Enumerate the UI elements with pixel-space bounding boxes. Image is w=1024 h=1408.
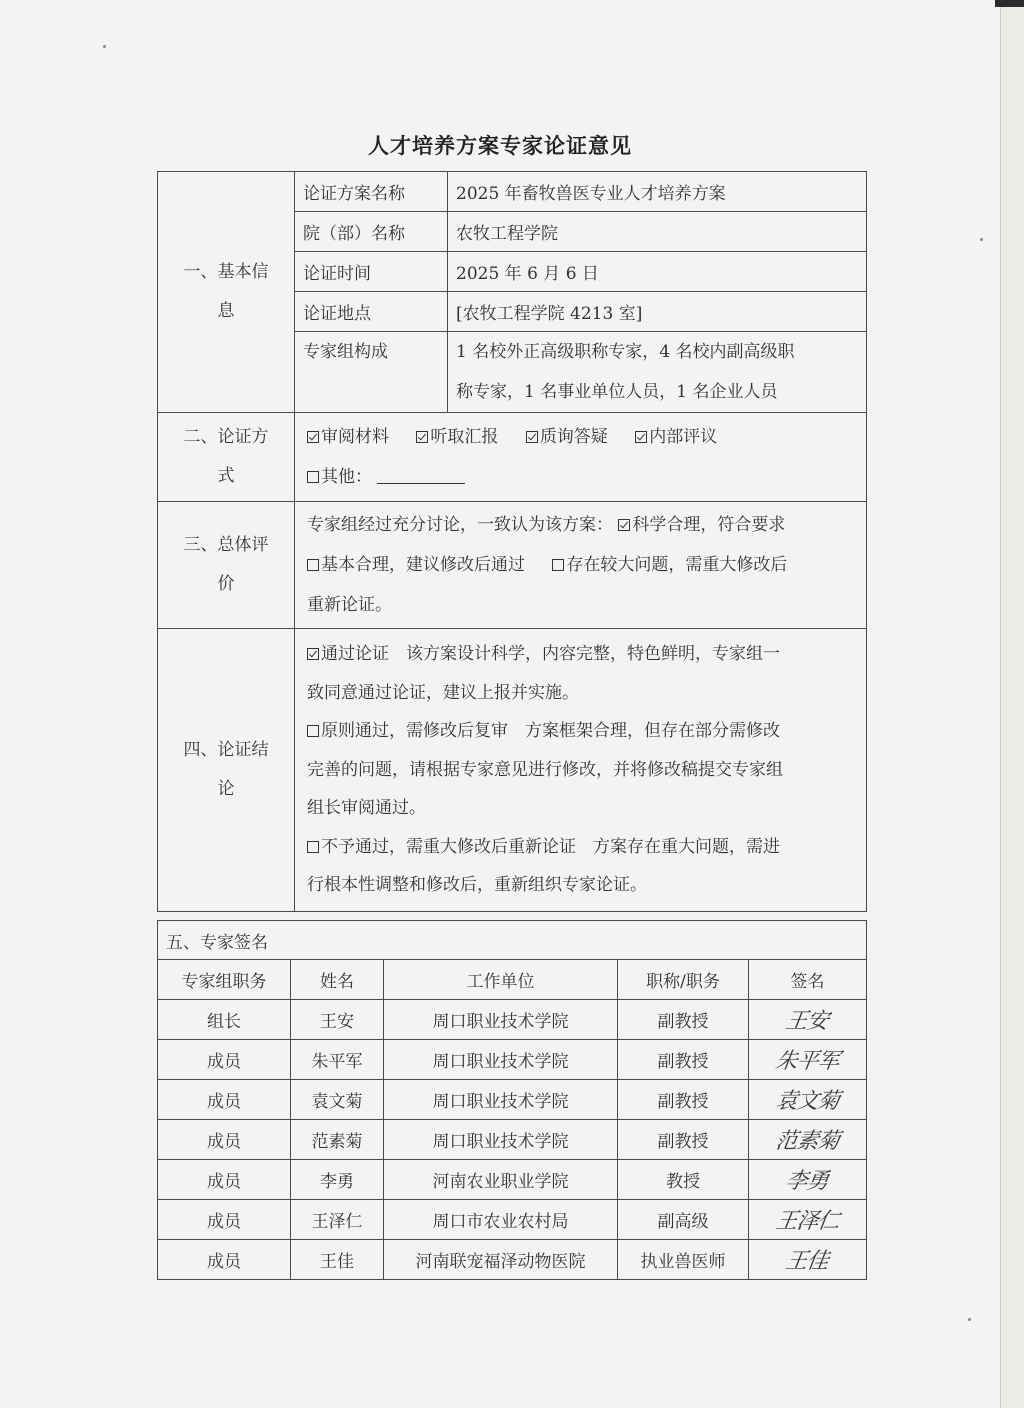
value-department: 农牧工程学院 bbox=[448, 212, 867, 252]
table-row bbox=[158, 1200, 867, 1240]
section-conclusion-heading: 四、论证结 论 bbox=[158, 629, 295, 912]
section-method-heading: 二、论证方 式 bbox=[158, 413, 295, 502]
checkbox-reasonable[interactable]: 科学合理，符合要求 bbox=[618, 515, 785, 535]
checkbox-qa[interactable]: 质询答疑 bbox=[526, 427, 608, 447]
table-row bbox=[158, 1040, 867, 1080]
checkbox-empty-icon bbox=[552, 559, 564, 571]
cell-unit: 周口职业技术学院 bbox=[384, 1000, 618, 1040]
checkbox-internal-review[interactable]: 内部评议 bbox=[635, 427, 717, 447]
checkbox-hear-report[interactable]: 听取汇报 bbox=[416, 427, 498, 447]
cell-unit: 河南联宠福泽动物医院 bbox=[384, 1240, 618, 1280]
table-row bbox=[158, 1120, 867, 1160]
col-header-title: 职称/职务 bbox=[618, 960, 749, 1000]
scanner-edge-corner bbox=[995, 0, 1024, 7]
cell-name: 李勇 bbox=[291, 1160, 384, 1200]
cell-title: 教授 bbox=[618, 1160, 749, 1200]
checkbox-checked-icon bbox=[416, 431, 428, 443]
value-plan-name: 2025 年畜牧兽医专业人才培养方案 bbox=[448, 172, 867, 212]
cell-name: 范素菊 bbox=[291, 1120, 384, 1160]
label-department: 院（部）名称 bbox=[295, 212, 448, 252]
option-conditional-pass[interactable]: 原则通过，需修改后复审 方案框架合理，但存在部分需修改 完善的问题，请根据专家意见进行修改，并将修改稿提交专家组 组长审阅通过。 bbox=[307, 721, 783, 819]
overall-evaluation bbox=[295, 502, 867, 629]
expert-signature-table bbox=[157, 920, 867, 1280]
cell-role: 成员 bbox=[158, 1120, 291, 1160]
cell-signature bbox=[749, 1040, 867, 1080]
cell-role: 成员 bbox=[158, 1080, 291, 1120]
cell-title: 副高级 bbox=[618, 1200, 749, 1240]
signature-header-row bbox=[158, 960, 867, 1000]
checkbox-empty-icon bbox=[307, 725, 319, 737]
col-header-role: 专家组职务 bbox=[158, 960, 291, 1000]
checkbox-checked-icon bbox=[635, 431, 647, 443]
checkbox-checked-icon bbox=[526, 431, 538, 443]
checkbox-checked-icon bbox=[307, 431, 319, 443]
handwritten-signature: 王安 bbox=[784, 1009, 830, 1034]
evaluation-tail: 重新论证。 bbox=[307, 595, 392, 615]
cell-unit: 河南农业职业学院 bbox=[384, 1160, 618, 1200]
checkbox-empty-icon bbox=[307, 559, 319, 571]
table-row bbox=[158, 1080, 867, 1120]
cell-title: 副教授 bbox=[618, 1000, 749, 1040]
cell-title: 副教授 bbox=[618, 1040, 749, 1080]
value-panel-composition: 1 名校外正高级职称专家，4 名校内副高级职 称专家，1 名事业单位人员，1 名企业人员 bbox=[448, 332, 867, 413]
label-date: 论证时间 bbox=[295, 252, 448, 292]
option-fail[interactable]: 不予通过，需重大修改后重新论证 方案存在重大问题，需进 行根本性调整和修改后，重新组织专家论证。 bbox=[307, 836, 780, 896]
checkbox-basically-reasonable[interactable]: 基本合理，建议修改后通过 bbox=[307, 555, 525, 575]
cell-unit: 周口职业技术学院 bbox=[384, 1120, 618, 1160]
document-title: 人才培养方案专家论证意见 bbox=[368, 133, 632, 158]
cell-title: 副教授 bbox=[618, 1120, 749, 1160]
method-options bbox=[295, 413, 867, 502]
cell-signature bbox=[749, 1240, 867, 1280]
other-blank-field[interactable] bbox=[377, 469, 465, 484]
cell-role: 组长 bbox=[158, 1000, 291, 1040]
cell-signature bbox=[749, 1080, 867, 1120]
checkbox-empty-icon bbox=[307, 471, 319, 483]
value-date: 2025 年 6 月 6 日 bbox=[448, 252, 867, 292]
checkbox-checked-icon bbox=[618, 519, 630, 531]
handwritten-signature: 李勇 bbox=[784, 1169, 830, 1194]
cell-name: 朱平军 bbox=[291, 1040, 384, 1080]
section-signature-heading: 五、专家签名 bbox=[158, 921, 867, 960]
option-pass[interactable]: 通过论证 该方案设计科学，内容完整，特色鲜明，专家组一 致同意通过论证，建议上报并实施。 bbox=[307, 644, 780, 703]
table-row bbox=[158, 1000, 867, 1040]
checkbox-major-issues[interactable]: 存在较大问题，需重大修改后 bbox=[552, 555, 787, 575]
cell-role: 成员 bbox=[158, 1240, 291, 1280]
handwritten-signature: 王佳 bbox=[784, 1249, 830, 1274]
section-basic-info-heading: 一、基本信 息 bbox=[158, 172, 295, 413]
cell-signature bbox=[749, 1200, 867, 1240]
evaluation-intro: 专家组经过充分讨论，一致认为该方案： bbox=[307, 515, 613, 535]
conclusion-options bbox=[295, 629, 867, 912]
value-location: [农牧工程学院 4213 室] bbox=[448, 292, 867, 332]
label-panel-composition: 专家组构成 bbox=[295, 332, 448, 413]
cell-signature bbox=[749, 1160, 867, 1200]
section-overall-evaluation-heading: 三、总体评 价 bbox=[158, 502, 295, 629]
cell-role: 成员 bbox=[158, 1200, 291, 1240]
cell-name: 王安 bbox=[291, 1000, 384, 1040]
speck bbox=[980, 238, 983, 241]
table-row bbox=[158, 1160, 867, 1200]
checkbox-other[interactable]: 其他： bbox=[307, 467, 372, 487]
handwritten-signature: 袁文菊 bbox=[773, 1089, 841, 1114]
label-location: 论证地点 bbox=[295, 292, 448, 332]
cell-role: 成员 bbox=[158, 1040, 291, 1080]
handwritten-signature: 范素菊 bbox=[773, 1129, 841, 1154]
cell-unit: 周口市农业农村局 bbox=[384, 1200, 618, 1240]
checkbox-checked-icon bbox=[307, 648, 319, 660]
col-header-unit: 工作单位 bbox=[384, 960, 618, 1000]
col-header-name: 姓名 bbox=[291, 960, 384, 1000]
table-row bbox=[158, 1240, 867, 1280]
cell-name: 王泽仁 bbox=[291, 1200, 384, 1240]
evaluation-table bbox=[157, 171, 867, 912]
scanner-edge bbox=[1000, 0, 1024, 1408]
cell-title: 执业兽医师 bbox=[618, 1240, 749, 1280]
cell-signature bbox=[749, 1120, 867, 1160]
cell-role: 成员 bbox=[158, 1160, 291, 1200]
cell-name: 王佳 bbox=[291, 1240, 384, 1280]
checkbox-empty-icon bbox=[307, 841, 319, 853]
speck bbox=[968, 1318, 971, 1321]
label-plan-name: 论证方案名称 bbox=[295, 172, 448, 212]
checkbox-review-materials[interactable]: 审阅材料 bbox=[307, 427, 389, 447]
cell-unit: 周口职业技术学院 bbox=[384, 1040, 618, 1080]
speck bbox=[103, 45, 106, 48]
cell-title: 副教授 bbox=[618, 1080, 749, 1120]
cell-signature bbox=[749, 1000, 867, 1040]
cell-unit: 周口职业技术学院 bbox=[384, 1080, 618, 1120]
col-header-signature: 签名 bbox=[749, 960, 867, 1000]
handwritten-signature: 朱平军 bbox=[773, 1049, 841, 1074]
cell-name: 袁文菊 bbox=[291, 1080, 384, 1120]
handwritten-signature: 王泽仁 bbox=[773, 1209, 841, 1234]
